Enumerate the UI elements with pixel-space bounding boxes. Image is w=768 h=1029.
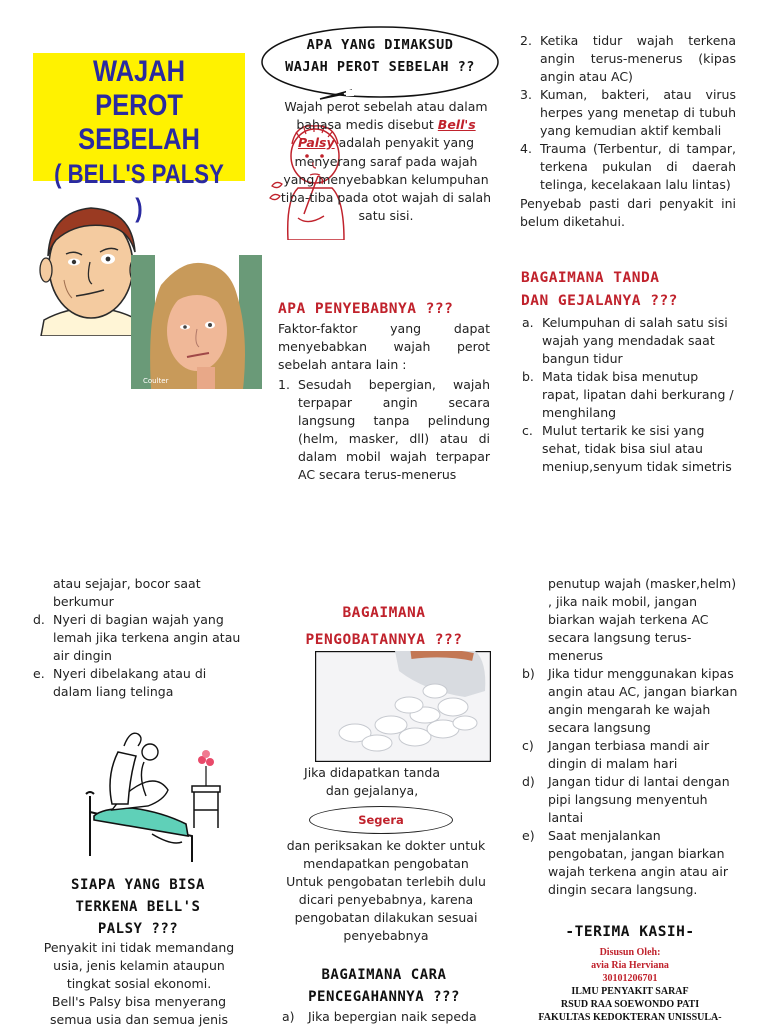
treatment-heading — [278, 600, 490, 654]
cause-marker-2: 2. — [520, 33, 532, 48]
cause-item-4 — [520, 140, 736, 194]
prevention-item-c — [522, 737, 738, 773]
symptom-item-d — [33, 611, 245, 665]
treatment-paragraph-1: Jika didapatkan tanda dan gejalanya, — [304, 765, 440, 798]
symptom-list-continued — [33, 575, 245, 701]
thanks-heading: -TERIMA KASIH- — [565, 924, 695, 940]
symptom-item-e — [33, 665, 245, 701]
pills-photo — [315, 651, 491, 762]
title-box — [33, 53, 245, 223]
symptom-text-e: Nyeri dibelakang atau di dalam liang telinga — [53, 666, 207, 699]
cause-item-1 — [278, 376, 490, 484]
symptom-c-continued: atau sejajar, bocor saat berkumur — [53, 576, 201, 609]
title-line-3: ( BELL'S PALSY ) — [54, 159, 224, 223]
prevention-a-continued: penutup wajah (masker,helm) , jika naik mobil, jangan biarkan wajah terkena AC secara langsung terus-menerus — [548, 576, 737, 663]
prevention-heading-line-1: BAGAIMANA CARA — [321, 967, 447, 983]
author-department: ILMU PENYAKIT SARAF — [571, 986, 689, 997]
segera-badge-label: Segera — [358, 813, 404, 827]
cause-text-3: Kuman, bakteri, atau virus herpes yang menetap di tubuh yang kemudian aktif kembali — [540, 87, 736, 138]
symptom-marker-a: a. — [522, 315, 534, 330]
hospital-bed-illustration — [72, 716, 232, 866]
symptom-text-a: Kelumpuhan di salah satu sisi wajah yang mendadak saat bangun tidur — [542, 315, 728, 366]
symptom-item-a — [522, 314, 734, 368]
definition-text — [278, 98, 494, 225]
author-block — [510, 946, 750, 1024]
bubble-line-2: WAJAH PEROT SEBELAH ?? — [285, 59, 475, 75]
prevention-heading — [278, 964, 490, 1008]
symptom-item-b — [522, 368, 734, 422]
who-heading-line-1: SIAPA YANG BISA — [71, 877, 205, 893]
who-paragraph-2: Bell's Palsy bisa menyerang semua usia dan semua jenis — [50, 994, 228, 1027]
symptom-marker-e: e. — [33, 666, 45, 681]
symptoms-heading — [521, 267, 678, 313]
symptom-text-c: Mulut tertarik ke sisi yang sehat, tidak bisa siul atau meniup,senyum tidak simetris — [542, 423, 732, 474]
author-nim: 30101206701 — [602, 973, 658, 984]
prevention-list-continued — [522, 575, 738, 899]
author-by: Disusun Oleh: — [599, 947, 661, 958]
symptom-list — [522, 314, 734, 476]
bubble-text — [270, 34, 490, 78]
bubble-line-1: APA YANG DIMAKSUD — [306, 37, 454, 53]
cause-note: Penyebab pasti dari penyakit ini belum diketahui. — [520, 196, 736, 229]
cause-marker-4: 4. — [520, 141, 532, 156]
prevention-item-a — [282, 1008, 494, 1026]
treatment-paragraph-3: Untuk pengobatan terlebih dulu dicari penyebabnya, karena pengobatan dilakukan sesuai penyebabnya — [286, 874, 486, 943]
face-illustration-woman — [131, 255, 262, 389]
who-heading — [33, 874, 243, 940]
segera-badge — [309, 806, 453, 834]
treatment-heading-line-1: BAGAIMANA — [342, 605, 426, 621]
symptoms-heading-line-1: BAGAIMANA TANDA — [521, 270, 660, 286]
prevention-heading-line-2: PENCEGAHANNYA ??? — [308, 989, 460, 1005]
who-heading-line-3: PALSY ??? — [97, 921, 179, 937]
cause-text-4: Trauma (Terbentur, di tampar, terkena pukulan di daerah telinga, kecelakaan lalu lintas) — [540, 141, 736, 192]
symptoms-heading-line-2: DAN GEJALANYA ??? — [521, 293, 678, 309]
cause-list-continued — [520, 32, 736, 231]
cause-text-1: Sesudah bepergian, wajah terpapar angin secara langsung tanpa pelindung (helm, masker, dll) atau di dalam mobil wajah terpapar AC secara terus-menerus — [298, 377, 490, 482]
who-heading-line-2: TERKENA BELL'S — [75, 899, 201, 915]
cause-text-2: Ketika tidur wajah terkena angin terus-menerus (kipas angin atau AC) — [540, 33, 736, 84]
prevention-marker-a: a) — [282, 1009, 295, 1024]
cause-item-3 — [520, 86, 736, 140]
prevention-text-d: Jangan tidur di lantai dengan pipi langsung menyentuh lantai — [548, 774, 730, 825]
author-faculty: FAKULTAS KEDOKTERAN UNISSULA- — [538, 1012, 722, 1023]
prevention-text-b: Jika tidur menggunakan kipas angin atau AC, jangan biarkan angin mengarah ke wajah secara langsung — [548, 666, 738, 735]
who-paragraph-1: Penyakit ini tidak memandang usia, jenis kelamin ataupun tingkat sosial ekonomi. — [43, 940, 235, 991]
symptom-text-d: Nyeri di bagian wajah yang lemah jika terkena angin atau air dingin — [53, 612, 241, 663]
treatment-paragraph-2: dan periksakan ke dokter untuk mendapatkan pengobatan — [286, 838, 486, 871]
author-name: avia Ria Herviana — [591, 960, 669, 971]
prevention-marker-c: c) — [522, 738, 534, 753]
prevention-item-b — [522, 665, 738, 737]
causes-intro: Faktor-faktor yang dapat menyebabkan wajah perot sebelah antara lain : — [278, 321, 490, 372]
symptom-marker-c: c. — [522, 423, 533, 438]
treatment-heading-line-2: PENGOBATANNYA ??? — [305, 632, 463, 648]
prevention-item-e — [522, 827, 738, 899]
definition-after: adalah penyakit yang menyerang saraf pada wajah yang menyebabkan kelumpuhan tiba-tiba pada otot wajah di salah satu sisi. — [280, 135, 492, 224]
cause-item-2 — [520, 32, 736, 86]
definition-highlight: Bell's Palsy — [297, 117, 476, 151]
face-illustration-man — [36, 200, 146, 336]
prevention-marker-b: b) — [522, 666, 535, 681]
symptom-item-c — [522, 422, 734, 476]
symptom-marker-d: d. — [33, 612, 45, 627]
prevention-marker-e: e) — [522, 828, 535, 843]
title-line-2: SEBELAH — [78, 123, 200, 156]
author-hospital: RSUD RAA SOEWONDO PATI — [560, 999, 700, 1010]
cause-marker-1: 1. — [278, 377, 290, 392]
prevention-text-c: Jangan terbiasa mandi air dingin di malam hari — [548, 738, 710, 771]
prevention-text-e: Saat menjalankan pengobatan, jangan biarkan wajah terkena angin atau air dingin secara langsung. — [548, 828, 728, 897]
definition-before: Wajah perot sebelah atau dalam bahasa medis disebut — [284, 99, 488, 133]
symptom-text-b: Mata tidak bisa menutup rapat, lipatan dahi berkurang / menghilang — [542, 369, 734, 420]
cause-marker-3: 3. — [520, 87, 532, 102]
causes-heading: APA PENYEBABNYA ??? — [278, 301, 454, 317]
prevention-marker-d: d) — [522, 774, 535, 789]
prevention-item-d — [522, 773, 738, 827]
symptom-marker-b: b. — [522, 369, 534, 384]
illustration-caption: Coulter — [143, 377, 169, 385]
prevention-text-a: Jika bepergian naik sepeda — [308, 1009, 477, 1024]
title-line-1: WAJAH PEROT — [92, 55, 186, 122]
